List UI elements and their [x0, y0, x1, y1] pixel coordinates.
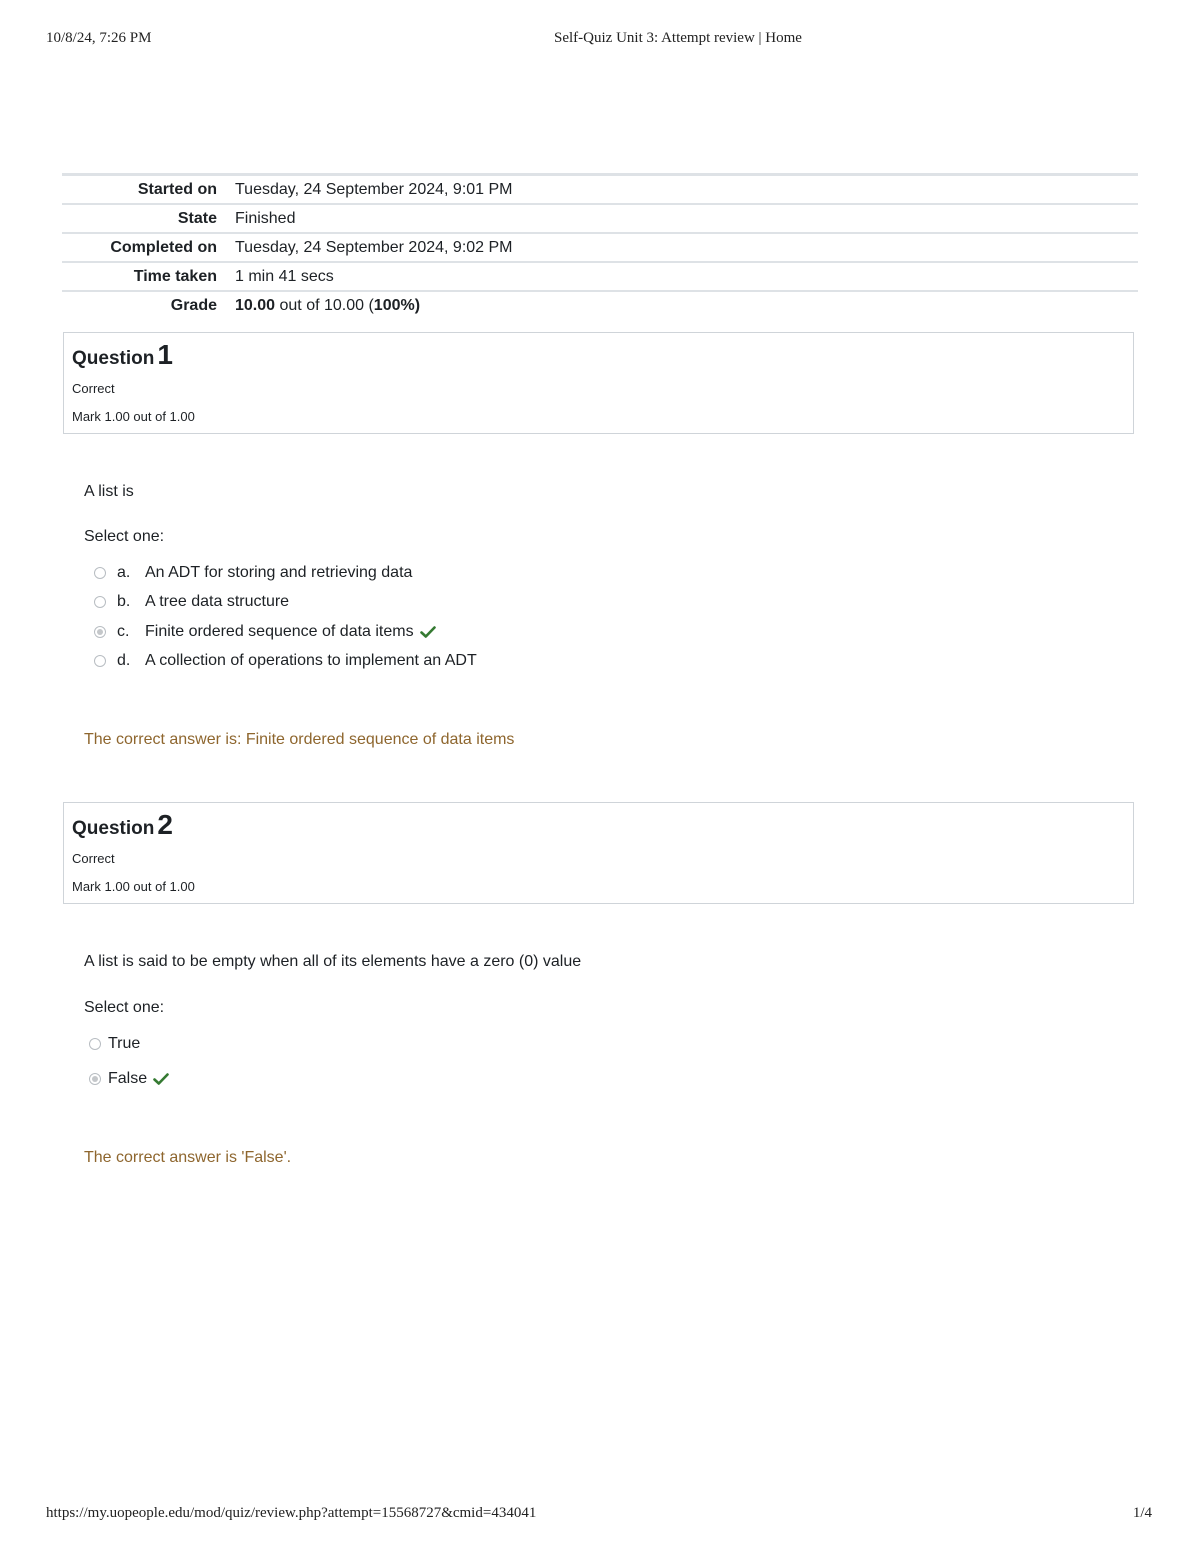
question-1-option-b[interactable] [94, 592, 289, 612]
state-value: Finished [235, 210, 296, 227]
question-2-title [72, 809, 173, 841]
question-1-option-c[interactable] [94, 622, 436, 642]
option-text: True [108, 1035, 141, 1052]
question-word: Question [72, 348, 155, 369]
radio-icon[interactable] [94, 626, 106, 638]
option-letter: c. [117, 623, 130, 640]
option-text: An ADT for storing and retrieving data [145, 564, 413, 581]
time-taken-value: 1 min 41 secs [235, 268, 334, 285]
question-1-option-a[interactable] [94, 563, 412, 583]
completed-on-label: Completed on [110, 239, 217, 256]
summary-row-completed [62, 233, 1138, 262]
grade-label: Grade [170, 297, 217, 314]
question-2-right-answer: The correct answer is 'False'. [84, 1149, 292, 1166]
completed-on-value: Tuesday, 24 September 2024, 9:02 PM [235, 239, 513, 256]
radio-icon[interactable] [89, 1073, 101, 1085]
print-footer [46, 1505, 1152, 1525]
question-2-prompt: Select one: [84, 999, 165, 1016]
question-1-text: A list is [84, 483, 134, 500]
summary-row-started [62, 175, 1138, 205]
radio-icon[interactable] [94, 567, 106, 579]
print-datetime: 10/8/24, 7:26 PM [46, 30, 152, 46]
option-text: A collection of operations to implement an ADT [145, 652, 477, 669]
question-number: 2 [157, 809, 173, 840]
summary-row-grade [62, 291, 1138, 319]
option-text: Finite ordered sequence of data items [145, 623, 414, 640]
started-on-label: Started on [137, 181, 217, 198]
grade-score: 10.00 [235, 297, 276, 314]
question-1-mark: Mark 1.00 out of 1.00 [72, 409, 195, 424]
check-icon [420, 625, 436, 639]
attempt-summary-table [62, 173, 1138, 319]
grade-close: ) [414, 297, 421, 314]
print-header [46, 30, 1152, 50]
question-1-prompt: Select one: [84, 528, 165, 545]
question-2-mark: Mark 1.00 out of 1.00 [72, 879, 195, 894]
question-1-state: Correct [72, 381, 115, 396]
question-1-info [63, 332, 1134, 434]
summary-row-state [62, 204, 1138, 233]
radio-icon[interactable] [89, 1038, 101, 1050]
print-page-title: Self-Quiz Unit 3: Attempt review | Home [554, 30, 802, 46]
option-letter: a. [117, 564, 131, 581]
grade-percent: 100% [373, 297, 415, 314]
print-url[interactable]: https://my.uopeople.edu/mod/quiz/review.php?attempt=15568727&cmid=434041 [46, 1505, 537, 1521]
option-letter: b. [117, 593, 131, 610]
started-on-value: Tuesday, 24 September 2024, 9:01 PM [235, 181, 513, 198]
option-text: A tree data structure [145, 593, 290, 610]
question-2-option-true[interactable] [89, 1034, 140, 1054]
state-label: State [177, 210, 217, 227]
question-word: Question [72, 818, 155, 839]
question-1-right-answer: The correct answer is: Finite ordered sequence of data items [84, 731, 515, 748]
grade-rest: out of 10.00 ( [279, 297, 374, 314]
question-2-text: A list is said to be empty when all of its elements have a zero (0) value [84, 953, 582, 970]
check-icon [153, 1072, 169, 1086]
question-2-info [63, 802, 1134, 904]
question-1-option-d[interactable] [94, 651, 477, 671]
grade-value [233, 291, 1138, 319]
option-letter: d. [117, 652, 131, 669]
question-1-title [72, 339, 173, 371]
print-page-number: 1/4 [1132, 1505, 1152, 1521]
option-text: False [108, 1070, 148, 1087]
radio-icon[interactable] [94, 655, 106, 667]
question-2-option-false[interactable] [89, 1069, 169, 1089]
question-number: 1 [157, 339, 173, 370]
summary-row-time-taken [62, 262, 1138, 291]
time-taken-label: Time taken [133, 268, 217, 285]
radio-icon[interactable] [94, 596, 106, 608]
question-2-state: Correct [72, 851, 115, 866]
